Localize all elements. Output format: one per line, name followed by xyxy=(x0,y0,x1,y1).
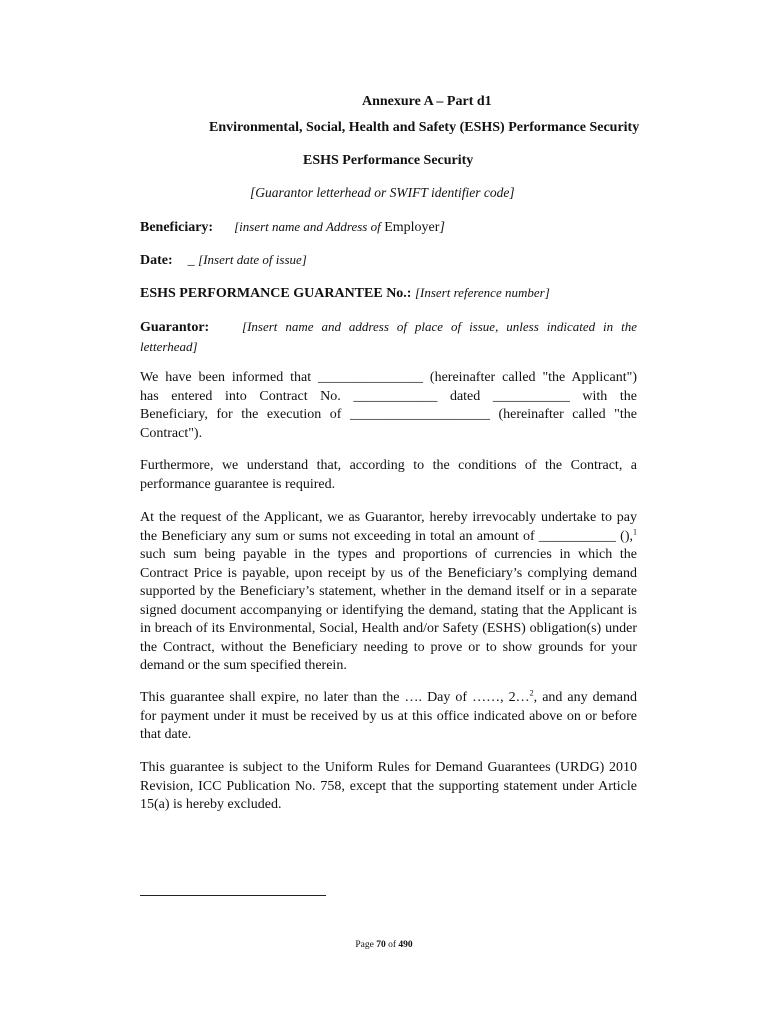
paragraph-urdg: This guarantee is subject to the Uniform Rules for Demand Guarantees (URDG) 2010 Revision, ICC Publication No. 758, except that the supporting statement under Article 15(a) is hereby excluded. xyxy=(140,760,637,812)
guarantee-number-placeholder: [Insert reference number] xyxy=(414,285,550,300)
footnote-ref-2[interactable]: 2 xyxy=(529,688,534,698)
page-footer: Page 70 of 490 xyxy=(355,940,413,950)
date-blank: _ xyxy=(187,253,195,268)
letterhead-hint: [Guarantor letterhead or SWIFT identifier code] xyxy=(250,185,515,200)
guarantee-number-label: ESHS PERFORMANCE GUARANTEE No.: xyxy=(140,286,412,301)
guarantor-label: Guarantor: xyxy=(140,320,210,335)
current-page-number: 70 xyxy=(376,940,386,950)
footnote-ref-1[interactable]: 1 xyxy=(633,526,637,536)
total-pages: 490 xyxy=(398,940,413,950)
date-line xyxy=(140,252,307,269)
guarantor-block xyxy=(140,318,637,356)
beneficiary-line: Beneficiary: [insert name and Address of Employer] xyxy=(140,219,445,235)
date-placeholder: [Insert date of issue] xyxy=(198,252,307,267)
beneficiary-employer: Employer xyxy=(384,220,440,235)
paragraph-expiry: This guarantee shall expire, no later than the …. Day of ……, 2…$^2$, and any demand for payment under it must be received by us at this office indicated above on or before that date. xyxy=(140,688,637,742)
paragraph-applicant: We have been informed that _______________ (hereinafter called "the Applicant") has entered into Contract No. ____________ dated ___________ with the Beneficiary, for the execution of ____________________ (hereinafter called "the Contract"). xyxy=(140,370,637,441)
footnote-separator xyxy=(140,895,326,896)
guarantee-number-line xyxy=(140,285,550,302)
paragraph-undertaking: At the request of the Applicant, we as Guarantor, hereby irrevocably undertake to pay the Beneficiary any sum or sums not exceeding in total an amount of ___________ (),$^1$ such sum being payable in the types and proportions of currencies in which the Contract Price is payable, upon receipt by us of the Beneficiary’s complying demand supported by the Beneficiary’s statement, whether in the demand itself or in a separate signed document accompanying or identifying the demand, stating that the Applicant is in breach of its Environmental, Social, Health and/or Safety (ESHS) obligation(s) under the Contract, without the Beneficiary needing to prove or to show grounds for your demand or the sum specified therein. xyxy=(140,510,637,673)
guarantor-placeholder: [Insert name and address of place of issue, unless indicated in the xyxy=(242,319,637,334)
paragraph-requirement: Furthermore, we understand that, according to the conditions of the Contract, a performance guarantee is required. xyxy=(140,458,637,492)
document-title: Environmental, Social, Health and Safety (ESHS) Performance Security xyxy=(209,120,640,135)
annex-heading: Annexure A – Part d1 xyxy=(362,94,492,109)
beneficiary-label: Beneficiary: xyxy=(140,220,214,235)
document-subtitle: ESHS Performance Security xyxy=(303,153,474,168)
beneficiary-placeholder: [insert name and Address of xyxy=(234,219,381,234)
guarantor-placeholder-cont: letterhead] xyxy=(140,338,198,354)
date-label: Date: xyxy=(140,253,173,268)
